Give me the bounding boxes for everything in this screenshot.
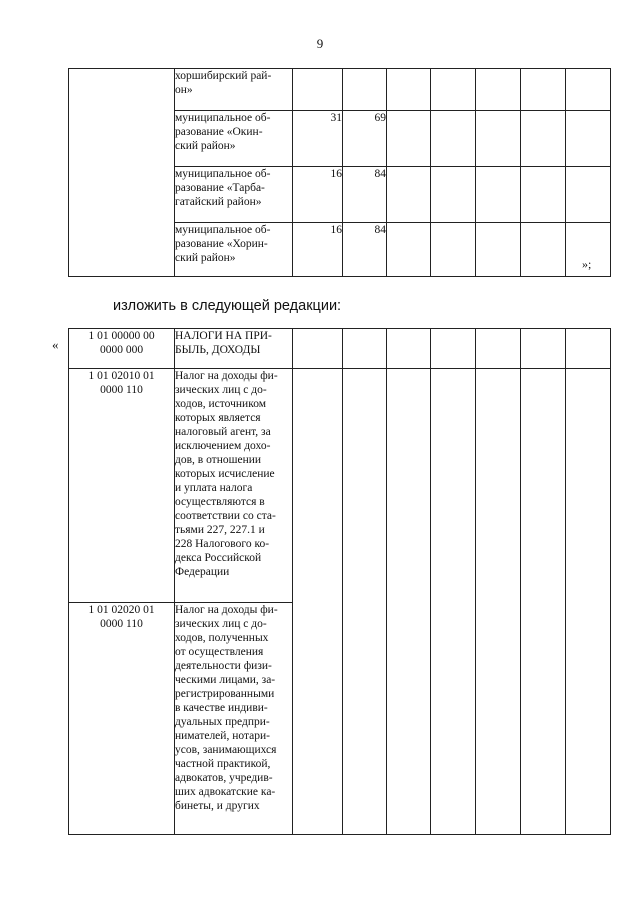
name-cell	[175, 369, 293, 603]
empty-cell	[387, 167, 431, 223]
empty-cell	[521, 69, 566, 111]
empty-cell	[293, 329, 343, 369]
value-cell	[293, 69, 343, 111]
empty-cell	[521, 369, 566, 835]
empty-cell	[431, 111, 476, 167]
empty-cell	[387, 111, 431, 167]
code-cell	[69, 329, 175, 369]
budget-code: 1 01 02010 01 0000 110	[88, 370, 155, 396]
value-cell: 84	[343, 223, 387, 277]
empty-cell	[476, 369, 521, 835]
budget-code: 1 01 02020 01 0000 110	[88, 604, 155, 630]
municipality-name: муниципальное об- разование «Окин- ский район»	[175, 112, 271, 152]
empty-cell	[476, 223, 521, 277]
name-cell	[175, 329, 293, 369]
empty-cell	[521, 329, 566, 369]
income-name: Налог на доходы фи- зических лиц с до- ходов, источником которых является налоговый агент, за исключением дохо- дов, в отношении которых исчисление и уплата налога осуществляются в соответствии со ста- тьями 227, 227.1 и 228 Налогового ко- декса Российской Федерации	[175, 370, 278, 578]
empty-cell	[387, 329, 431, 369]
closing-quote: »;	[582, 257, 592, 271]
empty-cell	[387, 69, 431, 111]
municipality-name: хоршибирский рай- он»	[175, 70, 272, 96]
budget-code: 1 01 00000 00 0000 000	[88, 330, 155, 356]
empty-cell	[476, 329, 521, 369]
empty-cell	[343, 369, 387, 835]
empty-cell	[431, 223, 476, 277]
opening-quote: «	[52, 337, 59, 352]
name-cell	[175, 603, 293, 835]
empty-cell	[387, 223, 431, 277]
empty-cell	[566, 369, 611, 835]
empty-cell	[431, 69, 476, 111]
code-cell	[69, 603, 175, 835]
empty-cell	[566, 167, 611, 223]
empty-cell	[476, 167, 521, 223]
value-cell: 69	[343, 111, 387, 167]
table-row	[69, 329, 611, 369]
name-cell	[175, 223, 293, 277]
code-cell	[69, 369, 175, 603]
page-number: 9	[316, 36, 324, 51]
empty-cell	[387, 369, 431, 835]
empty-cell	[521, 167, 566, 223]
name-cell	[175, 69, 293, 111]
previous-table	[68, 68, 611, 277]
municipality-name: муниципальное об- разование «Тарба- гатайский район»	[175, 168, 271, 208]
municipality-name: муниципальное об- разование «Хорин- ский район»	[175, 224, 271, 264]
empty-cell	[521, 111, 566, 167]
empty-cell	[293, 369, 343, 835]
value-cell	[343, 69, 387, 111]
value-cell: 16	[293, 223, 343, 277]
value-cell: 31	[293, 111, 343, 167]
name-cell	[175, 167, 293, 223]
income-name: Налог на доходы фи- зических лиц с до- ходов, полученных от осуществления деятельности физи- ческими лицами, за- регистрированными в качестве индиви- дуальных предпри- нимателей, нотари- усов, занимающихся частной практикой, адвокатов, учредив- ших адвокатские ка- бинеты, и других	[175, 604, 278, 812]
income-name: НАЛОГИ НА ПРИ- БЫЛЬ, ДОХОДЫ	[175, 330, 272, 356]
empty-cell	[476, 111, 521, 167]
empty-cell	[521, 223, 566, 277]
empty-cell	[431, 167, 476, 223]
name-cell	[175, 111, 293, 167]
code-cell	[69, 69, 175, 277]
empty-cell	[566, 111, 611, 167]
empty-cell	[343, 329, 387, 369]
table-row	[69, 369, 611, 603]
new-edition-table	[68, 328, 611, 835]
empty-cell	[566, 69, 611, 111]
value-cell: 84	[343, 167, 387, 223]
table-row	[69, 69, 611, 111]
empty-cell	[566, 329, 611, 369]
instruction-text: изложить в следующей редакции:	[113, 298, 342, 314]
empty-cell	[431, 369, 476, 835]
value-cell: 16	[293, 167, 343, 223]
empty-cell	[431, 329, 476, 369]
empty-cell	[476, 69, 521, 111]
